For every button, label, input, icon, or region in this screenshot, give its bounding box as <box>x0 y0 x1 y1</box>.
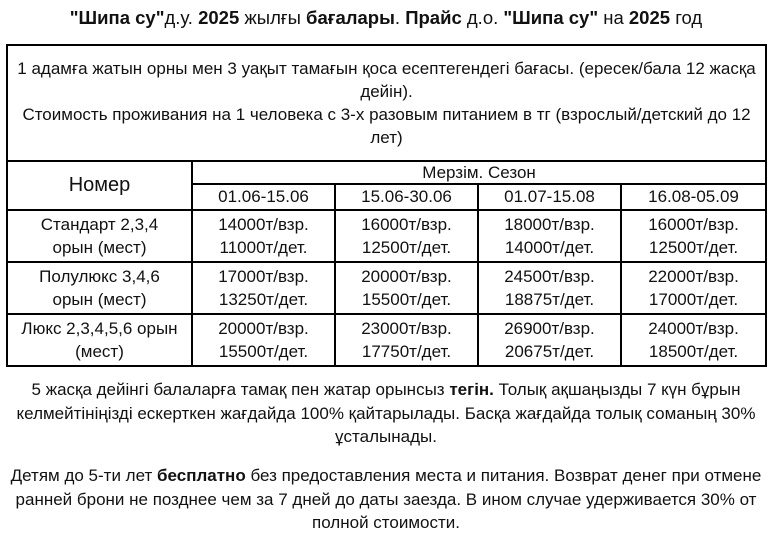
period-header: 16.08-05.09 <box>621 184 766 210</box>
note-kz-text: 5 жасқа дейінгі балаларға тамақ пен жатар орынсыз <box>31 380 445 399</box>
price-cell <box>621 210 766 262</box>
price-cell <box>621 314 766 366</box>
season-header-row <box>7 161 766 184</box>
adult-price: 20000т/взр. <box>361 267 452 286</box>
period-header: 15.06-30.06 <box>335 184 478 210</box>
note-kz-free: тегін. <box>449 380 494 399</box>
price-table <box>6 44 767 367</box>
adult-price: 20000т/взр. <box>218 319 309 338</box>
room-header: Номер <box>7 161 192 210</box>
note-ru-free: бесплатно <box>157 466 246 485</box>
period-header: 01.06-15.06 <box>192 184 335 210</box>
title-ru-name: "Шипа су" <box>503 7 599 28</box>
child-price: 13250т/дет. <box>218 290 309 309</box>
period-header: 01.07-15.08 <box>478 184 621 210</box>
adult-price: 26900т/взр. <box>504 319 595 338</box>
room-capacity: (мест) <box>75 342 124 361</box>
note-ru-refund: без предоставления места и питания. Возврат денег при отмене ранней брони не позднее чем за 7 дней до даты заезда. В ином случае удерживается 30% от полной стоимости. <box>15 466 762 532</box>
intro-row <box>7 45 766 161</box>
child-price: 18500т/дет. <box>648 342 739 361</box>
adult-price: 14000т/взр. <box>218 215 309 234</box>
price-cell <box>478 210 621 262</box>
season-header: Мерзім. Сезон <box>192 161 766 184</box>
title-ru-word: Прайс <box>405 7 462 28</box>
price-cell <box>335 262 478 314</box>
title-ru-suffix: год <box>675 7 703 28</box>
table-row <box>7 262 766 314</box>
child-price: 15500т/дет. <box>361 290 452 309</box>
child-price: 12500т/дет. <box>648 238 739 257</box>
room-capacity: орын (мест) <box>52 290 147 309</box>
title-kz-prefix: д.у. <box>164 7 193 28</box>
child-price: 11000т/дет. <box>219 238 308 257</box>
child-price: 17750т/дет. <box>361 342 452 361</box>
intro-kz: 1 адамға жатын орны мен 3 уақыт тамағын қоса есептегендегі бағасы. (ересек/бала 12 жасқа дейін). <box>17 59 756 101</box>
room-type-semi-lux <box>7 262 192 314</box>
adult-price: 16000т/взр. <box>361 215 452 234</box>
note-kz <box>0 378 772 449</box>
adult-price: 24500т/взр. <box>504 267 595 286</box>
table-row <box>7 314 766 366</box>
price-cell <box>478 262 621 314</box>
note-kz-refund: Толық ақшаңызды 7 күн бұрын келмейтініңізді ескерткен жағдайда 100% қайтарылады. Басқа жағдайда толық соманың 30% ұсталынады. <box>16 380 756 446</box>
adult-price: 22000т/взр. <box>648 267 739 286</box>
child-price: 17000т/дет. <box>648 290 739 309</box>
title-kz-word: бағалары <box>306 7 395 28</box>
room-type-standard <box>7 210 192 262</box>
price-cell <box>621 262 766 314</box>
adult-price: 17000т/взр. <box>218 267 309 286</box>
adult-price: 24000т/взр. <box>648 319 739 338</box>
room-name: Стандарт 2,3,4 <box>40 215 159 234</box>
price-cell <box>478 314 621 366</box>
adult-price: 18000т/взр. <box>504 215 595 234</box>
title-kz-name: "Шипа су" <box>69 7 165 28</box>
intro-cell <box>7 45 766 161</box>
room-capacity: орын (мест) <box>52 238 147 257</box>
title-ru-on: на <box>603 7 624 28</box>
table-row <box>7 210 766 262</box>
child-price: 18875т/дет. <box>504 290 595 309</box>
title-year-kz: 2025 <box>198 7 240 28</box>
child-price: 12500т/дет. <box>361 238 452 257</box>
child-price: 15500т/дет. <box>218 342 309 361</box>
child-price: 20675т/дет. <box>504 342 595 361</box>
room-type-lux <box>7 314 192 366</box>
page-title: "Шипа су"д.у. 2025 жылғы бағалары. Прайс д.о. "Шипа су" на 2025 год <box>69 7 703 28</box>
child-price: 14000т/дет. <box>504 238 595 257</box>
adult-price: 16000т/взр. <box>648 215 739 234</box>
title-ru-prefix: д.о. <box>466 7 499 28</box>
price-cell <box>192 262 335 314</box>
intro-ru: Стоимость проживания на 1 человека с 3-х разовым питанием в тг (взрослый/детский до 12 лет) <box>22 105 751 147</box>
note-ru-text: Детям до 5-ти лет <box>10 466 153 485</box>
room-name: Полулюкс 3,4,6 <box>39 267 160 286</box>
note-ru <box>0 464 772 535</box>
adult-price: 23000т/взр. <box>361 319 452 338</box>
price-cell <box>192 314 335 366</box>
price-cell <box>335 210 478 262</box>
room-name: Люкс 2,3,4,5,6 орын <box>21 319 178 338</box>
price-cell <box>335 314 478 366</box>
price-cell <box>192 210 335 262</box>
title-kz-suffix: жылғы <box>244 7 301 28</box>
title-year-ru: 2025 <box>628 7 671 28</box>
